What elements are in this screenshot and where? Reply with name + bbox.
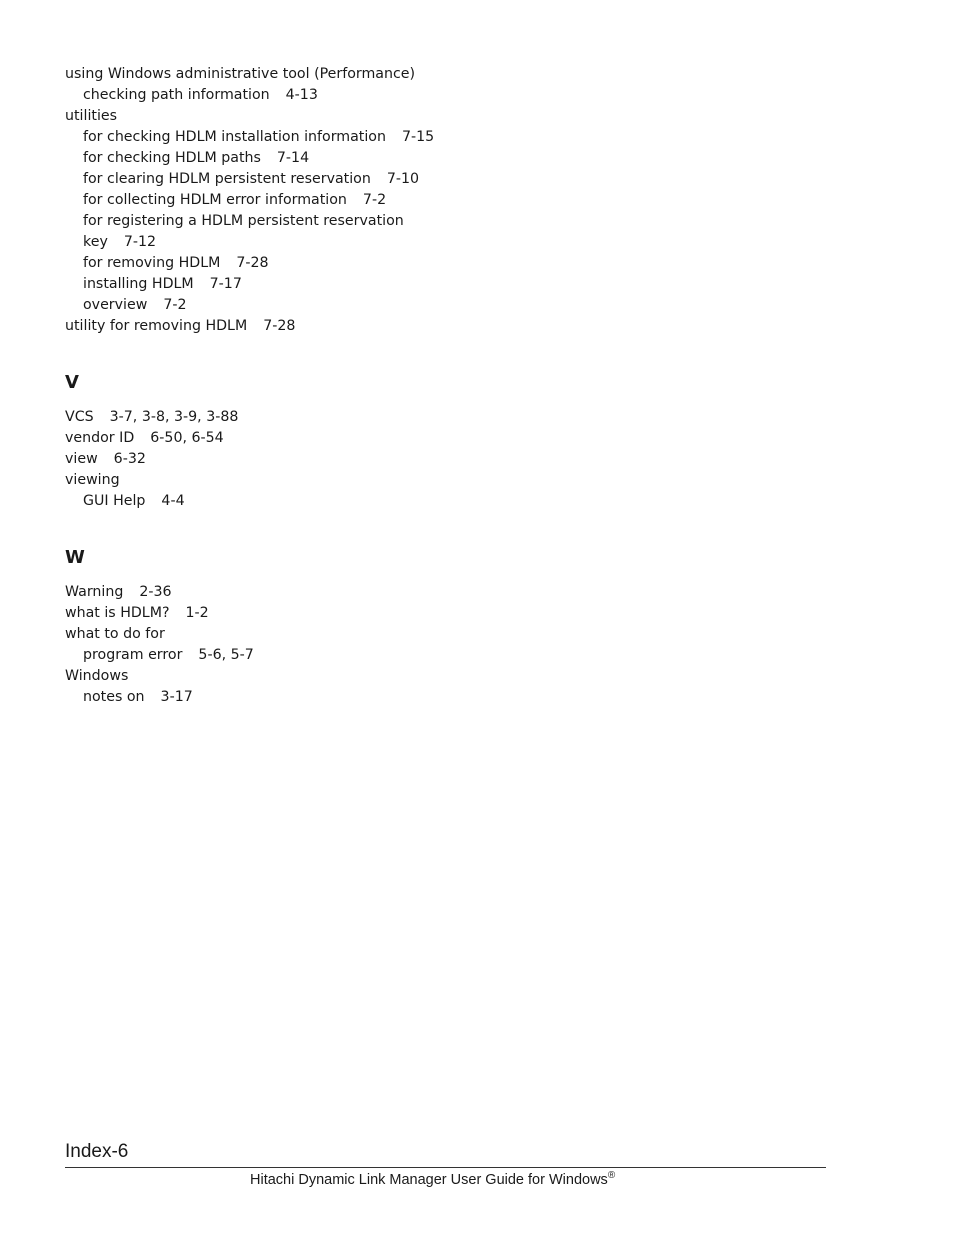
index-entry (65, 603, 825, 624)
index-content (65, 64, 825, 708)
index-entry (65, 407, 825, 428)
index-term: overview (83, 297, 148, 313)
index-page-refs: 7-17 (209, 276, 242, 292)
index-term: for checking HDLM paths (83, 150, 261, 166)
index-subentry (65, 85, 825, 106)
index-subentry (65, 148, 825, 169)
index-page-refs: 7-14 (276, 150, 310, 166)
registered-trademark-mark: ® (607, 1170, 616, 1181)
index-entry (65, 428, 825, 449)
index-page-refs: 7-28 (236, 255, 269, 271)
index-entry (65, 106, 825, 127)
index-entry (65, 316, 825, 337)
index-page-refs: 7-2 (362, 192, 387, 208)
index-term: for registering a HDLM persistent reservation (83, 213, 404, 229)
footer-divider (65, 1167, 826, 1168)
index-term: GUI Help (83, 493, 146, 509)
index-subentry (65, 687, 825, 708)
index-term: for clearing HDLM persistent reservation (83, 171, 371, 187)
index-entry (65, 624, 825, 645)
index-term: utility for removing HDLM (65, 318, 248, 334)
index-term: VCS (65, 409, 94, 425)
index-page-refs: 7-28 (263, 318, 296, 334)
index-term: installing HDLM (83, 276, 194, 292)
index-block-u (65, 64, 825, 337)
index-block-w (65, 582, 825, 708)
index-term: program error (83, 647, 183, 663)
index-term: view (65, 451, 98, 467)
index-subentry (65, 645, 825, 666)
index-term: for collecting HDLM error information (83, 192, 347, 208)
index-page-refs: 2-36 (139, 584, 172, 600)
index-term: checking path information (83, 87, 270, 103)
index-term: for checking HDLM installation information (83, 129, 386, 145)
index-entry (65, 470, 825, 491)
index-block-v (65, 407, 825, 512)
index-page-refs: 1-2 (185, 605, 209, 621)
index-term: using Windows administrative tool (Performance) (65, 66, 416, 82)
index-term: utilities (65, 108, 118, 124)
index-page-refs: 6-32 (113, 451, 146, 467)
index-term: for removing HDLM (83, 255, 221, 271)
index-subentry (65, 232, 825, 253)
index-page-refs: 4-13 (285, 87, 318, 103)
index-term: viewing (65, 472, 120, 488)
index-subentry (65, 211, 825, 232)
index-entry (65, 666, 825, 687)
index-term: vendor ID (65, 430, 135, 446)
footer-document-title (250, 1170, 615, 1190)
section-heading-w: W (65, 547, 85, 568)
index-subentry (65, 169, 825, 190)
index-entry (65, 582, 825, 603)
index-page-refs: 5-6, 5-7 (198, 647, 254, 663)
index-page-refs: 3-7, 3-8, 3-9, 3-88 (109, 409, 239, 425)
index-page-refs: 7-12 (123, 234, 157, 250)
index-term: Windows (65, 668, 129, 684)
section-heading-v: V (65, 372, 79, 393)
index-subentry (65, 491, 825, 512)
index-term: what to do for (65, 626, 165, 642)
index-subentry (65, 295, 825, 316)
footer-page-label: Index-6 (65, 1141, 129, 1162)
index-page-refs: 7-10 (386, 171, 420, 187)
index-page-refs: 7-15 (401, 129, 435, 145)
index-page-refs: 4-4 (161, 493, 185, 509)
index-page-refs: 3-17 (160, 689, 193, 705)
index-term: what is HDLM? (65, 605, 170, 621)
index-subentry (65, 274, 825, 295)
index-term: Warning (65, 584, 124, 600)
index-page-refs: 7-2 (163, 297, 187, 313)
footer-title-text: Hitachi Dynamic Link Manager User Guide for Windows (250, 1172, 608, 1188)
index-term: key (83, 234, 108, 250)
index-page-refs: 6-50, 6-54 (150, 430, 224, 446)
index-term: notes on (83, 689, 145, 705)
index-entry (65, 449, 825, 470)
index-subentry (65, 253, 825, 274)
index-subentry (65, 127, 825, 148)
index-subentry (65, 190, 825, 211)
index-entry (65, 64, 825, 85)
